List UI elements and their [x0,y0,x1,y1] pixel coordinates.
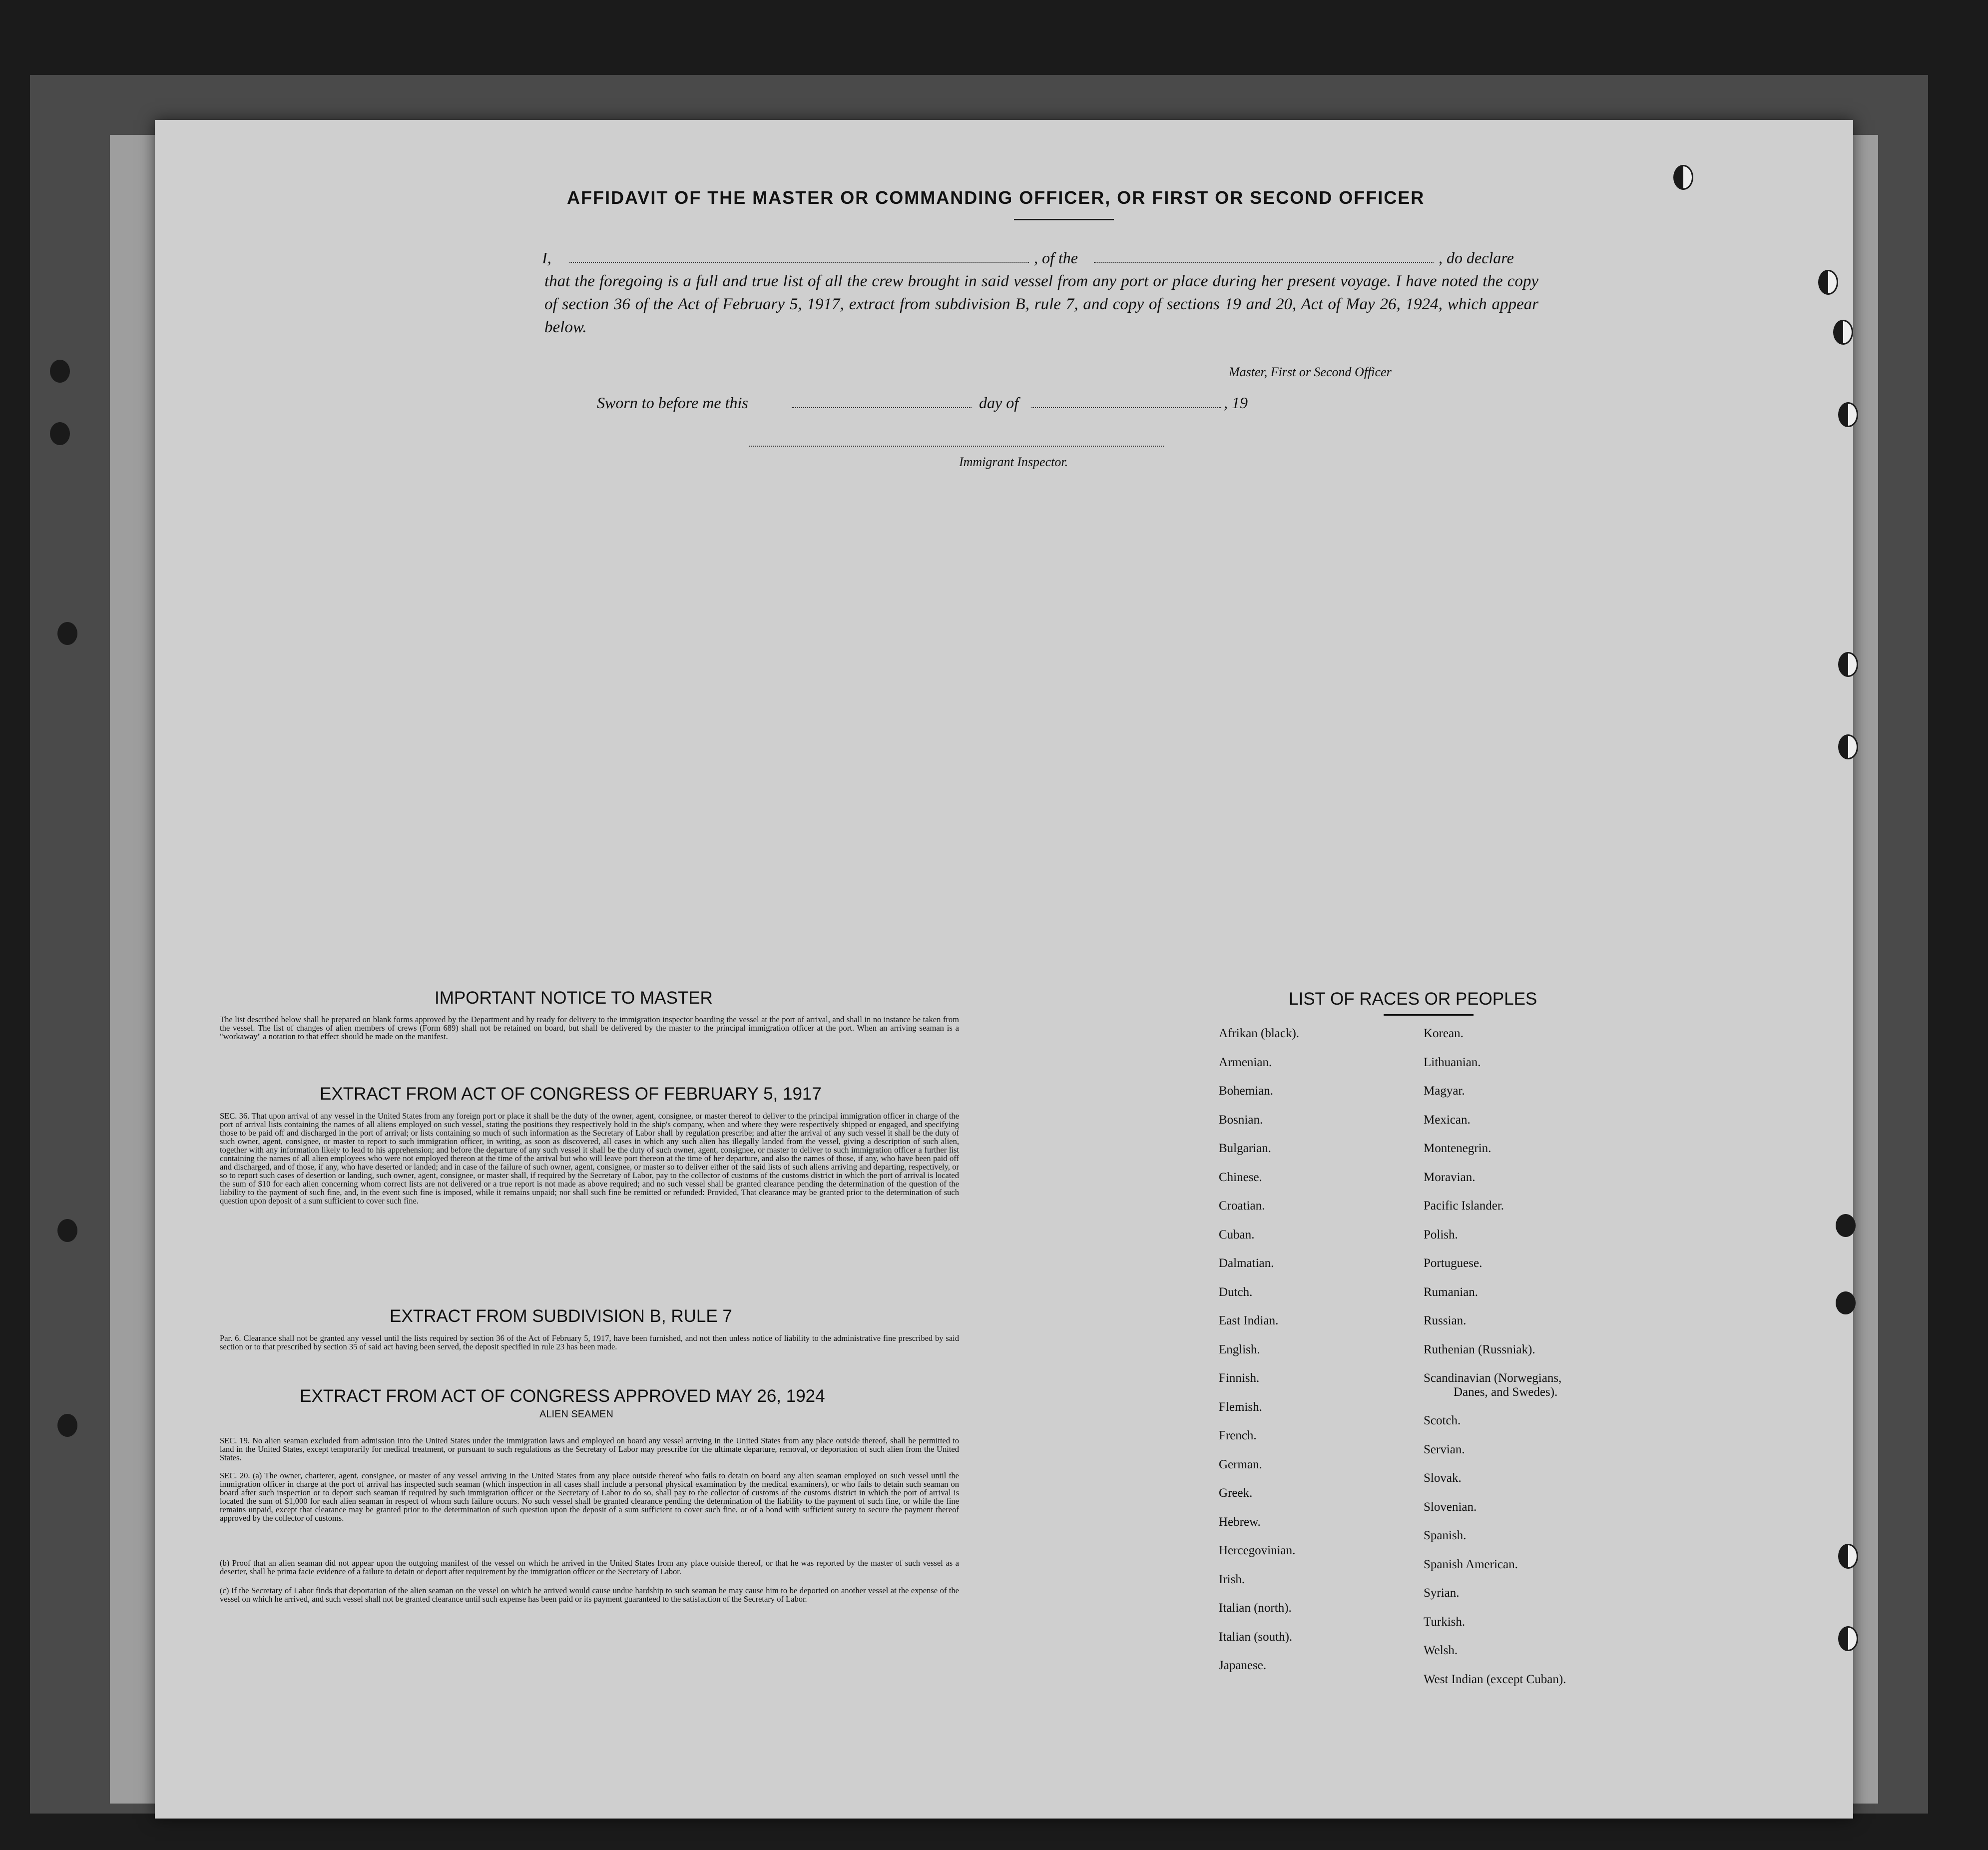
race-item: Irish. [1219,1572,1245,1586]
vessel-blank-line [1094,262,1434,263]
extract-1924-subtitle: ALIEN SEAMEN [539,1409,613,1420]
sworn-label: Sworn to before me this [597,394,748,412]
race-item: Croatian. [1219,1199,1265,1213]
notice-text: The list described below shall be prepared on blank forms approved by the Department and by ready for delivery to the immigration inspector boarding the vessel at the port of arrival, and shall in no instance be taken from the vessel. The list of changes of alien members of crews (Form 689) shall not be retained on board, but shall be delivered by the master to the principal immigration officer at the port. When an arriving seaman is a "workaway" a notation to that effect should be made on the manifest. [220,1015,959,1041]
race-item: Cuban. [1219,1228,1255,1241]
punch-hole-icon [1836,1214,1856,1237]
race-item: English. [1219,1342,1260,1356]
punch-hole-icon [1836,1291,1856,1314]
race-item: Slovak. [1424,1471,1462,1485]
punch-hole-icon [1838,1544,1858,1569]
sec20b-text: (b) Proof that an alien seaman did not appear upon the outgoing manifest of the vessel on which he arrived in the United States from any place outside thereof, or that he was reported by the master of such vessel as a deserter, shall be prima facie evidence of a failure to detain or deport after requirement by the immigration officer or the Secretary of Labor. [220,1558,959,1576]
race-item: Italian (south). [1219,1630,1293,1644]
name-blank-line [569,262,1029,263]
crew-list-affidavit-page [155,120,1853,1819]
race-item: Pacific Islander. [1424,1199,1504,1213]
extract-rule7-title: EXTRACT FROM SUBDIVISION B, RULE 7 [390,1306,732,1326]
race-item: Servian. [1424,1442,1465,1456]
punch-hole-icon [1838,402,1858,427]
race-item: West Indian (except Cuban). [1424,1672,1566,1686]
sec20c-text: (c) If the Secretary of Labor finds that deportation of the alien seaman on the vessel on which he arrived would cause undue hardship to such seaman he may cause him to be deported on another vessel at the expense of the vessel on which he arrived, and such vessel shall not be granted clearance until such expense has been paid or its payment guaranteed to the satisfaction of the Secretary of Labor. [220,1586,959,1604]
races-left-column [1219,1027,1299,1688]
race-item: Danes, and Swedes). [1454,1385,1558,1399]
binder-hole-icon [50,422,70,445]
race-item: Chinese. [1219,1170,1262,1184]
races-title: LIST OF RACES OR PEOPLES [1289,989,1537,1009]
sec19-text: SEC. 19. No alien seaman excluded from admission into the United States under the immigration laws and employed on board any vessel arriving in the United States from any place outside thereof, shall be permitted to land in the United States, except temporarily for medical treatment, or pursuant to such regulations as the Secretary of Labor may prescribe for the ultimate departure, removal, or deportation of such alien from the United States. [220,1436,959,1462]
extract-rule7-text: Par. 6. Clearance shall not be granted any vessel until the lists required by section 36 of the Act of February 5, 1917, have been furnished, and not then unless notice of liability to the administrative fine prescribed by said section or to that prescribed by section 35 of said act having been served, the deposit specified in rule 23 has been made. [220,1333,959,1351]
binder-hole-icon [57,1414,77,1437]
race-item: Bulgarian. [1219,1142,1271,1155]
punch-hole-icon [1838,1626,1858,1651]
affidavit-do-declare: , do declare [1439,249,1514,267]
race-item: Polish. [1424,1228,1458,1241]
notice-title: IMPORTANT NOTICE TO MASTER [435,988,713,1008]
day-of-label: day of [979,394,1019,412]
race-item: Slovenian. [1424,1500,1477,1514]
race-item: Flemish. [1219,1400,1262,1414]
binder-hole-icon [50,360,70,383]
punch-hole-icon [1833,320,1853,345]
race-item: German. [1219,1457,1262,1471]
affidavit-of-the: , of the [1034,249,1078,267]
race-item: French. [1219,1429,1257,1442]
race-item: East Indian. [1219,1314,1279,1327]
year-label: , 19 [1224,394,1248,412]
punch-hole-icon [1838,734,1858,759]
race-item: Armenian. [1219,1055,1272,1069]
race-item: Magyar. [1424,1084,1465,1098]
race-item: Mexican. [1424,1113,1471,1127]
races-right-column [1424,1027,1566,1701]
races-underline [1384,1014,1474,1016]
punch-hole-icon [1838,652,1858,677]
race-item: Spanish American. [1424,1557,1518,1571]
inspector-label: Immigrant Inspector. [959,455,1068,469]
race-item: Turkish. [1424,1615,1466,1629]
race-item: Welsh. [1424,1644,1458,1657]
affidavit-title: AFFIDAVIT OF THE MASTER OR COMMANDING OFFICER, OR FIRST OR SECOND OFFICER [567,187,1425,208]
race-item: Afrikan (black). [1219,1027,1300,1040]
race-item: Bosnian. [1219,1113,1263,1127]
race-item: Moravian. [1424,1170,1476,1184]
day-blank-line [792,407,972,408]
race-item: Korean. [1424,1027,1464,1040]
race-item: Montenegrin. [1424,1142,1491,1155]
race-item: Russian. [1424,1314,1467,1327]
race-item: Spanish. [1424,1529,1467,1542]
race-item: Dutch. [1219,1285,1253,1299]
extract-1917-title: EXTRACT FROM ACT OF CONGRESS OF FEBRUARY 5, 1917 [320,1084,822,1104]
affidavit-i: I, [542,249,551,267]
binder-hole-icon [57,1219,77,1242]
race-item: Japanese. [1219,1659,1267,1672]
race-item: Ruthenian (Russniak). [1424,1342,1535,1356]
race-item: Hebrew. [1219,1515,1261,1529]
title-underline [1014,219,1114,220]
inspector-blank-line [749,446,1164,447]
race-item: Scotch. [1424,1414,1461,1427]
race-item: Greek. [1219,1486,1253,1500]
master-signature-label: Master, First or Second Officer [1229,365,1392,379]
race-item: Hercegovinian. [1219,1544,1296,1557]
race-item: Dalmatian. [1219,1256,1274,1270]
sec20a-text: SEC. 20. (a) The owner, charterer, agent, consignee, or master of any vessel arriving in the United States from any place outside thereof who fails to detain on board any alien seaman employed on such vessel until the immigration officer in charge at the port of arrival has inspected such seaman (which inspection in all cases shall include a personal physical examination by the medical examiners), or who fails to detain such seaman on board after such inspection or to deport such seaman if required by such immigration officer or the Secretary of Labor to do so, shall pay to the collector of customs of the customs district in which the port of arrival is located the sum of $1,000 for each alien seaman in respect of whom such failure occurs. No such vessel shall be granted clearance pending the determination of the liability to the payment of such fine, or while the fine remains unpaid, except that clearance may be granted prior to the determination of such question upon the deposit of a sum sufficient to cover such fine, or of a bond with sufficient surety to secure the payment thereof approved by the collector of customs. [220,1471,959,1523]
punch-hole-icon [1818,270,1838,295]
affidavit-body: that the foregoing is a full and true list of all the crew brought in said vessel from any port or place during her present voyage. I have noted the copy of section 36 of the Act of February 5, 1917, extract from subdivision B, rule 7, and copy of sections 19 and 20, Act of May 26, 1924, which appear below. [544,272,1538,336]
race-item: Bohemian. [1219,1084,1274,1098]
race-item: Rumanian. [1424,1285,1479,1299]
punch-hole-icon [1673,165,1693,190]
binder-hole-icon [57,622,77,645]
month-blank-line [1031,407,1221,408]
race-item: Portuguese. [1424,1256,1483,1270]
extract-1917-text: SEC. 36. That upon arrival of any vessel in the United States from any foreign port or place it shall be the duty of the owner, agent, consignee, or master thereof to deliver to the principal immigration officer in charge of the port of arrival lists containing the names of all aliens employed on such vessel, stating the positions they respectively hold in the ship's company, when and where they were respectively shipped or engaged, and specifying those to be paid off and discharged in the port of arrival; or lists containing so much of such information as the Secretary of Labor shall by regulation prescribe; and after the arrival of any such vessel it shall be the duty of such owner, agent, consignee, or master to report to such immigration officer, in writing, as soon as discovered, all cases in which any such alien has illegally landed from the vessel, giving a description of such alien, together with any information likely to lead to his apprehension; and before the departure of any such vessel it shall be the duty of such owner, agent, consignee, or master to deliver to such immigration officer a further list containing the names of all alien employees who were not employed thereon at the time of the arrival but who will leave port thereon at the time of her departure, and also the names of those, if any, who have been paid off and discharged, and of those, if any, who have deserted or landed; and in case of the failure of such owner, agent, consignee, or master so to deliver either of the said lists of such aliens arriving and departing, respectively, or so to report such cases of desertion or landing, such owner, agent, consignee, or master shall, if required by the Secretary of Labor, pay to the collector of customs of the customs district in which the port of arrival is located the sum of $10 for each alien concerning whom correct lists are not delivered or a true report is not made as above required; and no such vessel shall be granted clearance pending the determination of the question of the liability to the payment of such fine, and, in the event such fine is imposed, while it remains unpaid; nor shall such fine be remitted or refunded: Provided, That clearance may be granted prior to the determination of such question upon deposit of a sum sufficient to cover such fine. [220,1111,959,1206]
race-item: Italian (north). [1219,1601,1292,1615]
race-item: Syrian. [1424,1586,1460,1600]
race-item: Finnish. [1219,1371,1260,1385]
race-item: Scandinavian (Norwegians, [1424,1371,1562,1385]
race-item: Lithuanian. [1424,1055,1481,1069]
extract-1924-title: EXTRACT FROM ACT OF CONGRESS APPROVED MAY 26, 1924 [300,1386,825,1406]
